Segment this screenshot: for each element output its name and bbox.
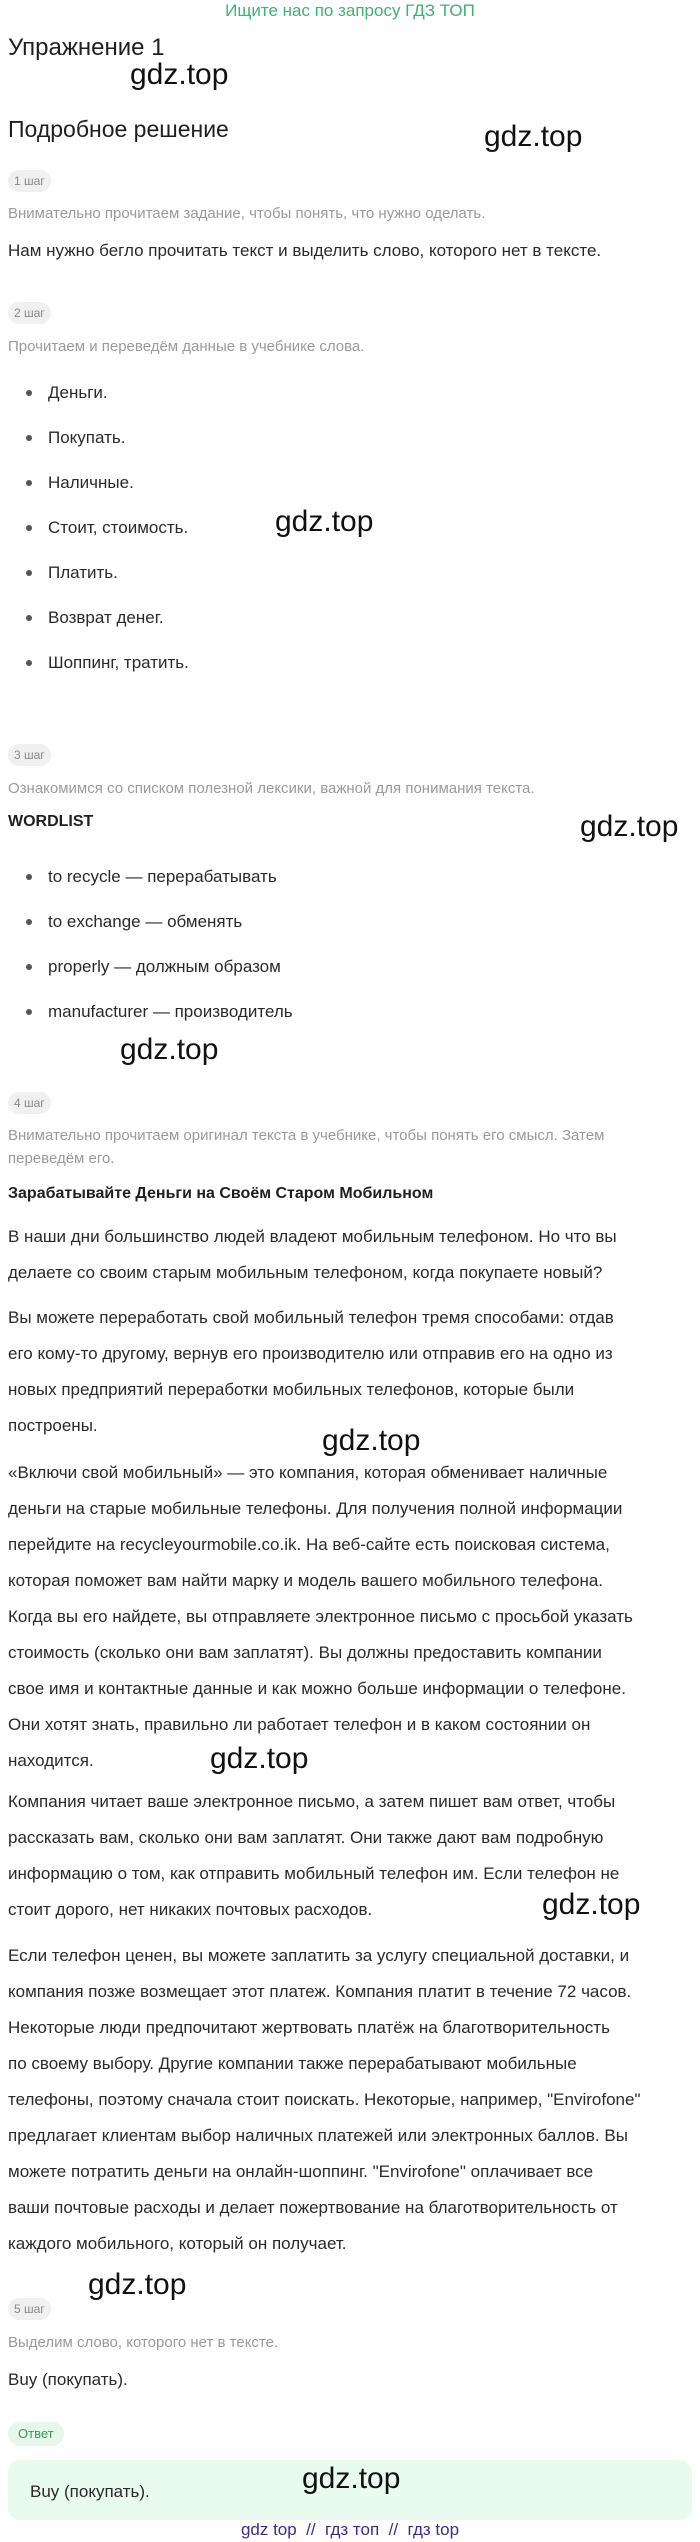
paragraph: В наши дни большинство людей владеют мобильным телефоном. Но что вы делаете со своим старым мобильным телефоном, когда покупаете новый? (8, 1227, 617, 1282)
list-item: Наличные. (8, 460, 189, 505)
list-item: Платить. (8, 550, 189, 595)
footer-links[interactable]: gdz top // гдз топ // гдз top (240, 2520, 460, 2539)
watermark: gdz.top (322, 1424, 421, 1457)
step-hint: Ознакомимся со списком полезной лексики, важной для понимания текста. (8, 780, 535, 797)
step-hint: Прочитаем и переведём данные в учебнике слова. (8, 338, 365, 355)
list-item: Стоит, стоимость. (8, 505, 189, 550)
step-badge: 3 шаг (8, 744, 51, 766)
step-badge: 1 шаг (8, 170, 51, 192)
wordlist-heading: WORDLIST (8, 813, 94, 830)
list-item: to recycle — перерабатывать (8, 854, 293, 899)
step-hint: Внимательно прочитаем задание, чтобы понять, что нужно оделать. (8, 205, 486, 222)
step-text: Нам нужно бегло прочитать текст и выделить слово, которого нет в тексте. (8, 241, 602, 260)
text-heading: Зарабатывайте Деньги на Своём Старом Мобильном (8, 1185, 434, 1202)
section-title: Подробное решение (8, 116, 229, 142)
step-badge: 4 шаг (8, 1092, 51, 1114)
words-list (8, 370, 189, 685)
watermark: gdz.top (542, 1888, 641, 1921)
paragraph: Компания читает ваше электронное письмо, а затем пишет вам ответ, чтобы рассказать вам, сколько они вам заплатят. Они также дают вам подробную информацию о том, как отправить мобильный телефон им. Если телефон не стоит дорого, нет никаких почтовых расходов. (8, 1792, 620, 1919)
page-title: Упражнение 1 (8, 34, 165, 61)
paragraph: Вы можете переработать свой мобильный телефон тремя способами: отдав его кому-то другому, вернув его производителю или отправив его на одно из новых предприятий переработки мобильных телефонов, которые были построены. (8, 1308, 614, 1435)
step-badge: 2 шаг (8, 302, 51, 324)
watermark: gdz.top (120, 1033, 219, 1066)
answer-badge: Ответ (8, 2422, 64, 2446)
list-item: Возврат денег. (8, 595, 189, 640)
watermark: gdz.top (210, 1742, 309, 1775)
wordlist (8, 854, 293, 1034)
paragraph: «Включи свой мобильный» — это компания, которая обменивает наличные деньги на старые мобильные телефоны. Для получения полной информации перейдите на recycleyourmobile.co.ik. На веб-сайте есть поисковая система, которая поможет вам найти марку и модель вашего мобильного телефона. Когда вы его найдете, вы отправляете электронное письмо с просьбой указать стоимость (сколько они вам заплатят). Вы должны предоставить компании свое имя и контактные данные и как можно больше информации о телефоне. Они хотят знать, правильно ли работает телефон и в каком состоянии он находится. (8, 1463, 633, 1770)
paragraph: Если телефон ценен, вы можете заплатить за услугу специальной доставки, и компания позже возмещает этот платеж. Компания платит в течение 72 часов. Некоторые люди предпочитают жертвовать платёж на благотворительность по своему выбору. Другие компании также перерабатывают мобильные телефоны, поэтому сначала стоит поискать. Некоторые, например, "Envirofone" предлагает клиентам выбор наличных платежей или электронных баллов. Вы можете потратить деньги на онлайн-шоппинг. "Envirofone" оплачивает все ваши почтовые расходы и делает пожертвование на благотворительность от каждого мобильного, который он получает. (8, 1946, 641, 2253)
search-banner: Ищите нас по запросу ГДЗ ТОП (225, 1, 475, 20)
list-item: to exchange — обменять (8, 899, 293, 944)
watermark: gdz.top (302, 2462, 401, 2495)
step-hint: Внимательно прочитаем оригинал текста в учебнике, чтобы понять его смысл. Затем переведём его. (8, 1127, 605, 1167)
step-badge: 5 шаг (8, 2298, 51, 2320)
step-text: Buy (покупать). (8, 2370, 128, 2389)
answer-text: Buy (покупать). (30, 2482, 150, 2501)
list-item: manufacturer — производитель (8, 989, 293, 1034)
watermark: gdz.top (484, 120, 583, 153)
list-item: Шоппинг, тратить. (8, 640, 189, 685)
list-item: Покупать. (8, 415, 189, 460)
step-hint: Выделим слово, которого нет в тексте. (8, 2334, 279, 2351)
watermark: gdz.top (130, 58, 229, 91)
watermark: gdz.top (88, 2268, 187, 2301)
watermark: gdz.top (580, 810, 679, 843)
watermark: gdz.top (275, 505, 374, 538)
list-item: Деньги. (8, 370, 189, 415)
list-item: properly — должным образом (8, 944, 293, 989)
